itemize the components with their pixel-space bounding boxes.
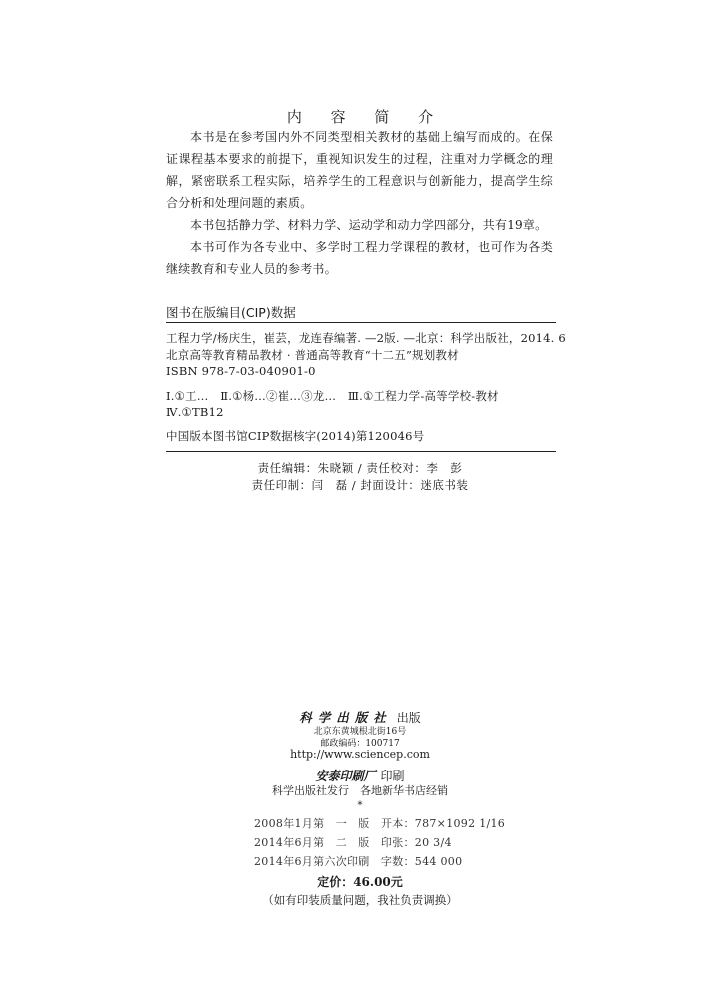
cip-isbn: ISBN 978-7-03-040901-0 <box>166 364 316 378</box>
price: 定价：46.00元 <box>317 875 403 889</box>
cip-header: 图书在版编目(CIP)数据 <box>166 305 296 320</box>
summary-paragraph-2: 本书包括静力学、材料力学、运动学和动力学四部分，共有19章。 <box>190 218 548 232</box>
edition-line-3: 2014年6月第六次印刷 字数：544 000 <box>254 855 463 868</box>
cip-line-2: 北京高等教育精品教材 · 普通高等教育“十二五”规划教材 <box>166 348 459 362</box>
publisher-logo: 科学出版社 <box>299 710 392 725</box>
credits-line-2: 责任印制：闫 磊 / 封面设计：迷底书装 <box>251 478 469 492</box>
edition-line-2: 2014年6月第 二 版 印张：20 3/4 <box>254 836 452 849</box>
cip-line-1: 工程力学/杨庆生，崔芸，龙连春编著. —2版. —北京：科学出版社，2014. 6 <box>166 331 566 345</box>
edition-line-1: 2008年1月第 一 版 开本：787×1092 1/16 <box>254 817 506 830</box>
cip-divider-top <box>166 322 556 323</box>
credits-line-1: 责任编辑：朱晓颖 / 责任校对：李 彭 <box>257 461 463 475</box>
cip-classification-2: Ⅳ.①TB12 <box>166 405 224 419</box>
printer-suffix: 印刷 <box>380 769 405 783</box>
separator-asterisk: * <box>357 800 363 811</box>
cip-classification-1: Ⅰ.①工… Ⅱ.①杨…②崔…③龙… Ⅲ.①工程力学-高等学校-教材 <box>166 389 499 403</box>
printer-logo: 安泰印刷厂 <box>315 769 376 783</box>
publisher-website: http://www.sciencep.com <box>290 748 430 761</box>
quality-notice: （如有印装质量问题，我社负责调换） <box>262 893 458 907</box>
summary-paragraph-1: 本书是在参考国内外不同类型相关教材的基础上编写而成的。在保证课程基本要求的前提下，重视知识发生的过程，注重对力学概念的理解，紧密联系工程实际，培养学生的工程意识与创新能力，提高学生综合分析和处理问题的素质。 <box>166 130 553 210</box>
publisher-address: 北京东黄城根北街16号 <box>313 727 407 737</box>
content-summary-title: 内 容 简 介 <box>286 108 446 126</box>
cip-record-number: 中国版本图书馆CIP数据核字(2014)第120046号 <box>166 429 425 443</box>
distribution-line: 科学出版社发行 各地新华书店经销 <box>272 784 448 797</box>
summary-paragraph-3: 本书可作为各专业中、多学时工程力学课程的教材，也可作为各类继续教育和专业人员的参考书。 <box>166 240 553 276</box>
publisher-suffix: 出版 <box>396 711 421 725</box>
publisher-postcode: 邮政编码：100717 <box>320 739 400 749</box>
cip-divider-bottom <box>166 451 556 452</box>
